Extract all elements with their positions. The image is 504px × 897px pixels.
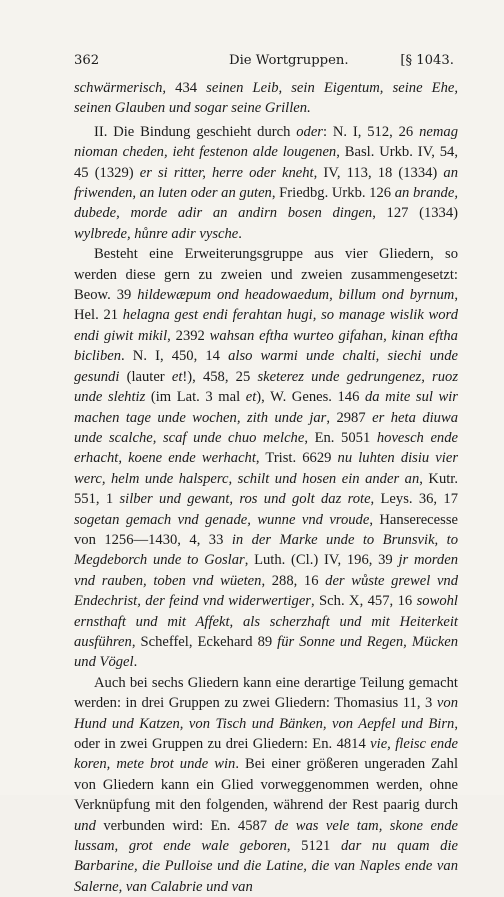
- section-reference: [§ 1043.: [400, 53, 454, 68]
- quoted-example-text: da mite sul wir machen tage unde wochen, zith unde jar: [74, 389, 458, 426]
- body-text: , Kutr. 551, 1: [74, 470, 459, 508]
- body-text: , 2987: [326, 409, 373, 426]
- body-text: (lauter: [119, 368, 172, 385]
- quoted-example-text: in der Marke unde to Brunsvik, to Megdeborch unde to Goslar: [74, 531, 458, 569]
- running-title: Die Wortgruppen.: [229, 53, 349, 68]
- quoted-example-text: jr morden vnd rauben, toben vnd wüeten: [74, 552, 458, 589]
- body-text: , Sch. X, 457, 16: [310, 593, 417, 610]
- quoted-example-text: dar nu quam die Barbarine, die Pulloise und die Latine, die van Naples ende van Salerne, van Calabrie und van: [74, 838, 458, 895]
- body-text: Auch bei sechs Gliedern kann eine derartige Teilung gemacht werden: in drei Gruppen zu zwei Gliedern: Thomasius 11, 3: [74, 674, 458, 712]
- quoted-example-text: et: [245, 389, 257, 406]
- quoted-example-text: seinen Leib, sein Eigentum, seine Ehe, seinen Glauben und sogar seine Grillen.: [74, 80, 459, 117]
- body-text: , Leys. 36, 17: [370, 491, 458, 508]
- quoted-example-text: vie, fleisc ende koren, mete brot unde win: [74, 736, 458, 773]
- quoted-example-text: er heta diuwa unde scalche, scaf unde chuo melche: [74, 409, 459, 446]
- paragraph-continuation: [74, 78, 458, 119]
- body-text: , Trist. 6629: [255, 450, 338, 467]
- quoted-example-text: wylbrede, hůnre adir vysche: [74, 225, 239, 242]
- quoted-example-text: und: [74, 817, 96, 834]
- body-text: ), W. Genes. 146: [256, 389, 365, 406]
- page-number: 362: [74, 53, 100, 68]
- body-text: , IV, 113, 18 (1334): [313, 164, 444, 181]
- body-text: , 127 (1334): [372, 205, 458, 222]
- quoted-example-text: nu luhten disiu vier werc, helm unde halsperc, schilt und hosen ein ander an: [74, 450, 458, 487]
- running-header: [74, 50, 454, 72]
- quoted-example-text: an friwenden, an luten oder an guten: [74, 164, 458, 202]
- paragraph-section-ii: [74, 122, 458, 244]
- paragraph-four-members: [74, 244, 458, 673]
- body-text: , 288, 16: [261, 572, 326, 589]
- body-text: .: [133, 654, 138, 671]
- text-body: [74, 78, 458, 897]
- quoted-example-text: hildewæpum ond headowaedum, billum ond byrnum: [137, 287, 455, 304]
- quoted-example-text: also warmi unde chalti, siechi unde gesundi: [74, 348, 458, 385]
- body-text: . Bei einer größeren ungeraden Zahl von Gliedern kann ein Glied vorweggenommen werden, ohne Verknüpfung mit den folgenden, während der Rest paarig durch: [74, 756, 458, 814]
- body-text: , Basl. Urkb. IV, 54, 45 (1329): [74, 144, 458, 181]
- quoted-example-text: hovesch ende erhacht, koene ende werhacht: [74, 429, 458, 467]
- body-text: .: [238, 225, 242, 242]
- quoted-example-text: sketerez unde gedrungenez, ruoz unde slehtiz: [74, 368, 458, 406]
- quoted-example-text: sogetan gemach vnd genade, wunne vnd vroude: [74, 511, 370, 528]
- quoted-example-text: schwärmerisch,: [74, 80, 167, 96]
- body-text: Besteht eine Erweiterungsgruppe aus vier Gliedern, so werden diese gern zu zweien und zweien zusammengesetzt: Beow. 39: [74, 246, 458, 304]
- body-text: II. Die Bindung geschieht durch: [94, 123, 297, 140]
- quoted-example-text: der wůste grewel vnd Endechrist, der feind vnd widerwertiger: [74, 572, 459, 610]
- quoted-example-text: nemag nioman cheden, ieht festenon alde lougenen: [74, 123, 458, 161]
- quoted-example-text: oder: [296, 123, 323, 140]
- body-text: , Scheffel, Eckehard 89: [131, 633, 278, 650]
- quoted-example-text: von Hund und Katzen, von Tisch und Bänken, von Aepfel und Birn: [74, 695, 458, 732]
- quoted-example-text: an brande, dubede, morde adir an andirn bosen dingen: [74, 185, 458, 222]
- body-text: verbunden wird: En. 4587: [95, 817, 275, 834]
- body-text: (im Lat. 3 mal: [145, 389, 246, 406]
- quoted-example-text: für Sonne und Regen, Mücken und Vögel: [74, 633, 458, 671]
- body-text: , Friedbg. Urkb. 126: [271, 185, 395, 202]
- quoted-example-text: sowohl ernsthaft und mit Affekt, als scherzhaft und mit Heiterkeit ausführen: [74, 593, 458, 650]
- body-text: , 2392: [167, 327, 210, 344]
- body-text: !), 458, 25: [182, 368, 258, 385]
- quoted-example-text: silber und gewant, ros und golt daz rote: [119, 491, 371, 508]
- body-text: , En. 5051: [304, 429, 377, 446]
- body-text: , oder in zwei Gruppen zu drei Gliedern: En. 4814: [74, 715, 458, 752]
- quoted-example-text: wahsan eftha wurteo gifahan, kinan eftha bicliben: [74, 327, 458, 365]
- paragraph-six-members: [74, 673, 458, 897]
- body-text: 434: [166, 80, 207, 96]
- body-text: : N. I, 512, 26: [323, 123, 420, 140]
- quoted-example-text: er si ritter, herre oder kneht: [139, 164, 314, 181]
- quoted-example-text: et: [171, 368, 183, 385]
- body-text: , Luth. (Cl.) IV, 196, 39: [244, 552, 399, 569]
- quoted-example-text: de was vele tam, skone ende lussam, grot ende wale geboren: [74, 817, 458, 855]
- quoted-example-text: helagna gest endi ferahtan hugi, so manage wislik word endi giwit mikil: [74, 307, 458, 344]
- body-text: , 5121: [286, 838, 341, 855]
- body-text: , Hel. 21: [74, 287, 458, 324]
- body-text: . N. I, 450, 14: [121, 348, 229, 365]
- body-text: , Hanserecesse von 1256—1430, 4, 33: [74, 511, 458, 548]
